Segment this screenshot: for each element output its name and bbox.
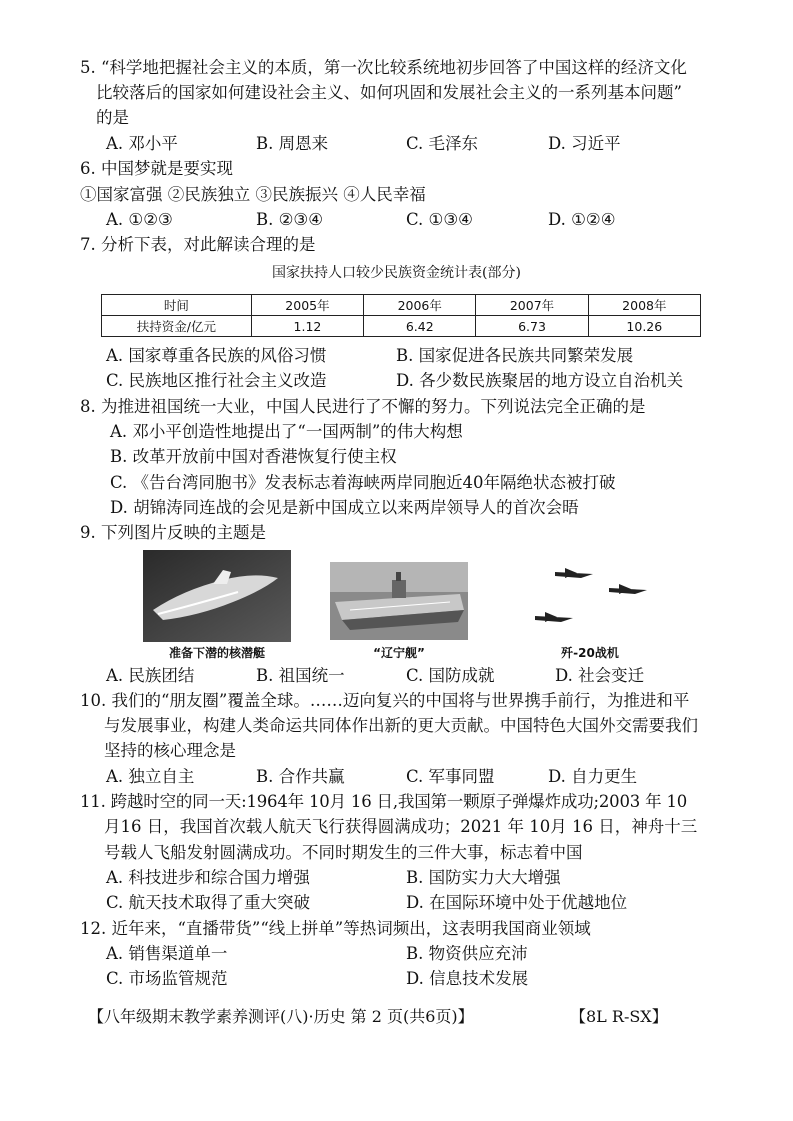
- page-footer: 【八年级期末教学素养测评(八)·历史 第 2 页(共6页)】: [88, 1007, 474, 1026]
- q5-stem-line2: 比较落后的国家如何建设社会主义、如何巩固和发展社会主义的一系列基本问题”: [96, 83, 682, 102]
- q11-option-c[interactable]: C. 航天技术取得了重大突破: [106, 893, 311, 912]
- table-header-cell: 2008年: [588, 295, 700, 316]
- q6-option-d[interactable]: D. ①②④: [548, 210, 616, 229]
- q10-option-b[interactable]: B. 合作共赢: [256, 767, 345, 786]
- table-cell: 10.26: [588, 316, 700, 337]
- q12-stem: 12. 近年来，“直播带货”“线上拼单”等热词频出，这表明我国商业领域: [80, 919, 591, 938]
- q10-option-a[interactable]: A. 独立自主: [106, 767, 195, 786]
- q11-option-b[interactable]: B. 国防实力大大增强: [406, 868, 561, 887]
- q5-option-b[interactable]: B. 周恩来: [256, 134, 329, 153]
- table-cell: 6.42: [364, 316, 476, 337]
- q8-stem: 8. 为推进祖国统一大业，中国人民进行了不懈的努力。下列说法完全正确的是: [80, 397, 646, 416]
- table-cell: 6.73: [476, 316, 588, 337]
- q8-option-d[interactable]: D. 胡锦涛同连战的会见是新中国成立以来两岸领导人的首次会晤: [110, 498, 579, 517]
- q9-stem: 9. 下列图片反映的主题是: [80, 523, 266, 542]
- q5-option-d[interactable]: D. 习近平: [548, 134, 621, 153]
- submarine-photo: [143, 550, 291, 642]
- table-cell: 扶持资金/亿元: [102, 316, 252, 337]
- q7-option-d[interactable]: D. 各少数民族聚居的地方设立自治机关: [396, 371, 684, 390]
- carrier-photo: [330, 562, 468, 640]
- q9-caption-1: 准备下潜的核潜艇: [168, 646, 265, 660]
- q5-option-c[interactable]: C. 毛泽东: [406, 134, 479, 153]
- q5-stem-line1: 5. “科学地把握社会主义的本质，第一次比较系统地初步回答了中国这样的经济文化: [80, 58, 687, 77]
- table-header-cell: 2007年: [476, 295, 588, 316]
- table-cell: 1.12: [251, 316, 363, 337]
- q8-option-c[interactable]: C. 《告台湾同胞书》发表标志着海峡两岸同胞近40年隔绝状态被打破: [110, 473, 616, 492]
- q11-stem-line2: 月16 日，我国首次载人航天飞行获得圆满成功；2021 年 10月 16 日，神舟十三: [104, 817, 698, 836]
- q6-option-c[interactable]: C. ①③④: [406, 210, 473, 229]
- q7-stem: 7. 分析下表，对此解读合理的是: [80, 235, 316, 254]
- q12-option-b[interactable]: B. 物资供应充沛: [406, 944, 528, 963]
- q10-stem-line2: 与发展事业，构建人类命运共同体作出新的更大贡献。中国特色大国外交需要我们: [104, 716, 698, 735]
- table-row: [102, 316, 701, 337]
- q9-option-b[interactable]: B. 祖国统一: [256, 666, 345, 685]
- table-header-cell: 2006年: [364, 295, 476, 316]
- q7-option-b[interactable]: B. 国家促进各民族共同繁荣发展: [396, 346, 634, 365]
- q9-option-d[interactable]: D. 社会变迁: [555, 666, 645, 685]
- q7-stat-table: [101, 294, 701, 337]
- paper-code: 【8L R-SX】: [570, 1007, 668, 1026]
- q10-option-c[interactable]: C. 军事同盟: [406, 767, 495, 786]
- table-header-row: [102, 295, 701, 316]
- q7-option-a[interactable]: A. 国家尊重各民族的风俗习惯: [106, 346, 327, 365]
- q10-option-d[interactable]: D. 自力更生: [548, 767, 638, 786]
- table-header-cell: 时间: [102, 295, 252, 316]
- q9-option-c[interactable]: C. 国防成就: [406, 666, 495, 685]
- q11-stem-line1: 11. 跨越时空的同一天:1964年 10月 16 日,我国第一颗原子弹爆炸成功;2003 年 10: [80, 792, 688, 811]
- q10-stem-line1: 10. 我们的“朋友圈”覆盖全球。……迈向复兴的中国将与世界携手前行，为推进和平: [80, 691, 690, 710]
- q12-option-a[interactable]: A. 销售渠道单一: [106, 944, 228, 963]
- q6-items: ①国家富强 ②民族独立 ③民族振兴 ④人民幸福: [80, 185, 426, 204]
- q5-option-a[interactable]: A. 邓小平: [106, 134, 178, 153]
- q12-option-c[interactable]: C. 市场监管规范: [106, 969, 228, 988]
- q5-stem-line3: 的是: [96, 108, 129, 127]
- q8-option-b[interactable]: B. 改革开放前中国对香港恢复行使主权: [110, 447, 397, 466]
- q12-option-d[interactable]: D. 信息技术发展: [406, 969, 529, 988]
- q7-table-title: 国家扶持人口较少民族资金统计表(部分): [272, 265, 521, 281]
- q8-option-a[interactable]: A. 邓小平创造性地提出了“一国两制”的伟大构想: [110, 422, 463, 441]
- fighter-jets-photo: [525, 560, 655, 636]
- q6-option-a[interactable]: A. ①②③: [106, 210, 173, 229]
- q11-stem-line3: 号载人飞船发射圆满成功。不同时期发生的三件大事，标志着中国: [104, 843, 583, 862]
- q9-option-a[interactable]: A. 民族团结: [106, 666, 195, 685]
- q6-stem: 6. 中国梦就是要实现: [80, 159, 233, 178]
- q6-option-b[interactable]: B. ②③④: [256, 210, 323, 229]
- q9-caption-3: 歼-20战机: [561, 646, 619, 660]
- q11-option-d[interactable]: D. 在国际环境中处于优越地位: [406, 893, 628, 912]
- table-header-cell: 2005年: [251, 295, 363, 316]
- q10-stem-line3: 坚持的核心理念是: [104, 741, 236, 760]
- q7-option-c[interactable]: C. 民族地区推行社会主义改造: [106, 371, 327, 390]
- q11-option-a[interactable]: A. 科技进步和综合国力增强: [106, 868, 310, 887]
- q9-caption-2: “辽宁舰”: [373, 646, 425, 660]
